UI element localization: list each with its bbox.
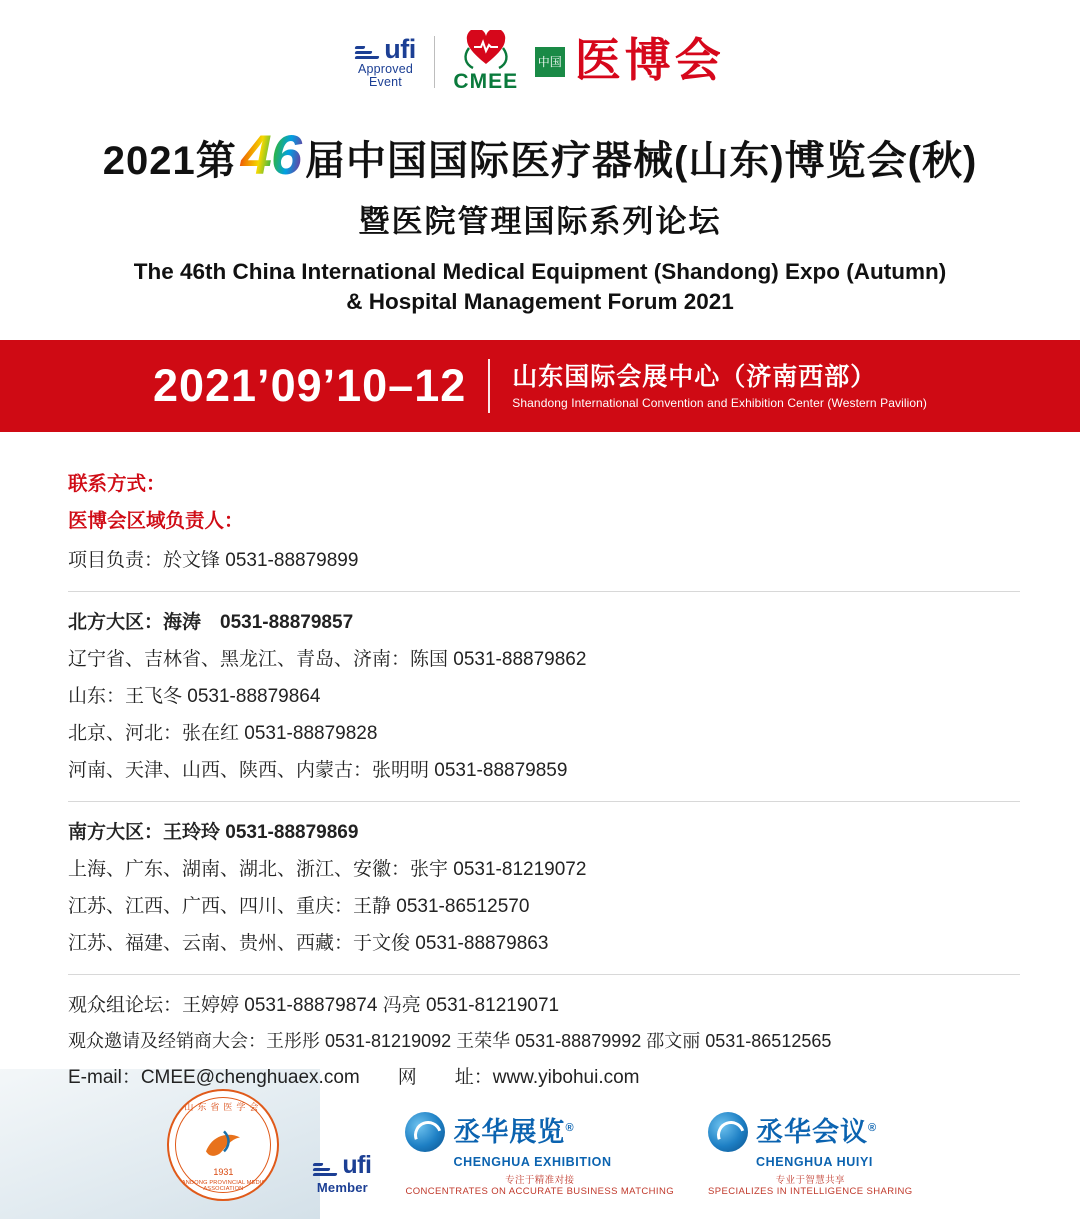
chenghua-huiyi-en: CHENGHUA HUIYI	[756, 1155, 873, 1169]
ufi-approved-event-logo	[355, 35, 434, 90]
registered-mark: ®	[565, 1121, 575, 1134]
north-region-line: 北京、河北：张在红 0531-88879828	[68, 723, 378, 745]
ufi-member-text: ufi	[342, 1151, 372, 1179]
venue-name-en: Shandong International Convention and Exhibition Center (Western Pavilion)	[512, 395, 928, 410]
registered-mark: ®	[868, 1121, 878, 1134]
tagline-en: CONCENTRATES ON ACCURATE BUSINESS MATCHING	[405, 1186, 675, 1197]
ufi-member-label: Member	[316, 1180, 368, 1195]
seal-bottom-text: SHANDONG PROVINCIAL MEDICAL ASSOCIATION	[173, 1180, 274, 1192]
swoosh-icon	[355, 43, 381, 63]
yibohui-wordmark: 医博会	[574, 33, 725, 87]
title-prefix: 2021第	[102, 139, 237, 183]
north-region-line: 山东：王飞冬 0531-88879864	[68, 685, 321, 707]
venue-block	[512, 362, 927, 410]
contact-section	[0, 432, 1080, 1097]
title-block	[0, 98, 1080, 318]
title-english-line2: & Hospital Management Forum 2021	[346, 289, 734, 315]
chenghua-huiyi-cn: 丞华会议®	[756, 1116, 878, 1147]
south-region-line: 江苏、福建、云南、贵州、西藏：于文俊 0531-88879863	[68, 933, 549, 955]
south-region-line: 上海、广东、湖南、湖北、浙江、安徽：张宇 0531-81219072	[68, 859, 587, 881]
tagline-cn: 专业于智慧共享	[775, 1175, 845, 1186]
north-region-line: 辽宁省、吉林省、黑龙江、青岛、济南：陈国 0531-88879862	[68, 648, 587, 670]
venue-name-cn: 山东国际会展中心（济南西部）	[512, 362, 877, 391]
south-region-lead: 南方大区：王玲玲 0531-88879869	[68, 822, 359, 844]
chenghua-exhibition-en: CHENGHUA EXHIBITION	[453, 1155, 612, 1169]
chenghua-exhibition-cn: 丞华展览®	[453, 1116, 575, 1147]
ufi-wordmark	[355, 35, 416, 63]
cmee-text: CMEE	[453, 70, 519, 93]
snake-staff-icon	[200, 1123, 246, 1163]
page-title	[0, 120, 1080, 190]
ufi-approved-line2: Event	[369, 75, 402, 90]
contact-group-other	[68, 974, 1020, 1096]
ufi-approved-line1: Approved	[357, 62, 414, 77]
contact-group-south	[68, 801, 1020, 962]
shandong-medical-association-seal	[167, 1089, 279, 1201]
band-separator	[488, 359, 490, 413]
audience-invite-line: 观众邀请及经销商大会：王彤彤 0531-81219092 王荣华 0531-88879992 邵文丽 0531-86512565	[68, 1031, 832, 1052]
china-badge: 中国	[535, 47, 565, 77]
title-suffix: 届中国国际医疗器械(山东)博览会(秋)	[305, 139, 978, 183]
ufi-member-wordmark	[313, 1151, 371, 1180]
audience-forum-line: 观众组论坛：王婷婷 0531-88879874 冯亮 0531-81219071	[68, 995, 560, 1017]
title-subtitle-cn: 暨医院管理国际系列论坛	[358, 204, 722, 239]
cmee-heart-icon	[453, 30, 519, 72]
contact-subheading: 医博会区域负责人：	[68, 509, 244, 532]
north-region-lead: 北方大区：海涛 0531-88879857	[68, 611, 354, 633]
tagline-en: SPECIALIZES IN INTELLIGENCE SHARING	[708, 1186, 913, 1197]
title-english	[0, 257, 1080, 318]
chenghua-exhibition-logo	[405, 1112, 674, 1201]
title-edition-number: 46	[237, 123, 305, 186]
chenghua-exhibition-tagline	[405, 1172, 674, 1197]
chenghua-huiyi-logo	[708, 1112, 913, 1201]
swirl-icon	[405, 1112, 445, 1152]
cmee-logo	[435, 30, 533, 94]
event-date: 2021’09’10–12	[152, 360, 467, 412]
ufi-member-logo	[313, 1151, 371, 1201]
contact-group-north	[68, 591, 1020, 789]
date-venue-band	[0, 340, 1080, 432]
email-website-line: E-mail：CMEE@chenghuaex.com 网 址：www.yibohui.com	[68, 1067, 640, 1089]
chenghua-huiyi-tagline	[708, 1172, 913, 1197]
north-region-line: 河南、天津、山西、陕西、内蒙古：张明明 0531-88879859	[68, 760, 568, 782]
tagline-cn: 专注于精准对接	[505, 1175, 575, 1186]
heart-icon	[465, 30, 507, 66]
contact-project-lead: 项目负责：於文锋 0531-88879899	[68, 549, 359, 571]
title-english-line1: The 46th China International Medical Equipment (Shandong) Expo (Autumn)	[133, 259, 947, 284]
seal-year: 1931	[213, 1167, 234, 1177]
swoosh-icon	[313, 1160, 339, 1180]
seal-top-text: 山东省医学会	[184, 1102, 263, 1112]
swirl-icon	[708, 1112, 748, 1152]
ufi-text: ufi	[384, 33, 416, 64]
contact-heading: 联系方式：	[68, 472, 166, 495]
south-region-line: 江苏、江西、广西、四川、重庆：王静 0531-86512570	[68, 896, 530, 918]
header-logo-bar	[0, 0, 1080, 98]
